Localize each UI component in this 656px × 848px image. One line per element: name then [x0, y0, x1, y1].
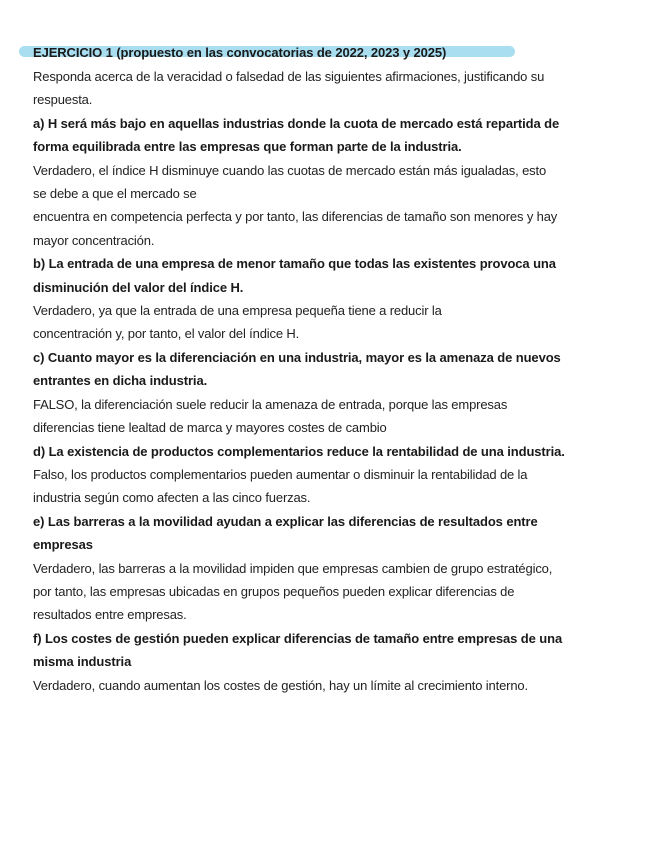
exercise-title-block [33, 42, 625, 63]
item-e [33, 510, 625, 627]
document-page [33, 42, 625, 697]
question-line: empresas [33, 537, 93, 553]
item-b [33, 252, 625, 346]
answer-line: Verdadero, las barreras a la movilidad impiden que empresas cambien de grupo estratégico, [33, 560, 553, 576]
item-d [33, 440, 625, 510]
answer-line: Verdadero, el índice H disminuye cuando las cuotas de mercado están más igualadas, esto [33, 162, 547, 178]
question-line: entrantes en dicha industria. [33, 373, 208, 389]
answer-line: Falso, los productos complementarios pueden aumentar o disminuir la rentabilidad de la [33, 466, 528, 482]
answer-line: resultados entre empresas. [33, 607, 187, 623]
item-a [33, 112, 625, 252]
answer-line: por tanto, las empresas ubicadas en grupos pequeños pueden explicar diferencias de [33, 583, 515, 599]
question-line: c) Cuanto mayor es la diferenciación en una industria, mayor es la amenaza de nuevos [33, 349, 561, 365]
question-line: e) Las barreras a la movilidad ayudan a explicar las diferencias de resultados entre [33, 513, 538, 529]
answer-line: diferencias tiene lealtad de marca y mayores costes de cambio [33, 420, 387, 436]
intro-line: respuesta. [33, 92, 93, 108]
question-line: misma industria [33, 654, 132, 670]
answer-line: Verdadero, cuando aumentan los costes de gestión, hay un límite al crecimiento interno. [33, 677, 528, 693]
answer-line: FALSO, la diferenciación suele reducir la amenaza de entrada, porque las empresas [33, 396, 508, 412]
question-line: disminución del valor del índice H. [33, 279, 244, 295]
intro-line: Responda acerca de la veracidad o falsedad de las siguientes afirmaciones, justificando su [33, 69, 545, 84]
exercise-title: EJERCICIO 1 (propuesto en las convocatorias de 2022, 2023 y 2025) [33, 45, 447, 60]
question-line: a) H será más bajo en aquellas industrias donde la cuota de mercado está repartida de [33, 115, 560, 131]
answer-line: mayor concentración. [33, 232, 155, 248]
intro-paragraph [33, 65, 625, 112]
item-c [33, 346, 625, 440]
answer-line: se debe a que el mercado se [33, 186, 197, 202]
answer-line: concentración y, por tanto, el valor del índice H. [33, 326, 300, 342]
answer-line: encuentra en competencia perfecta y por tanto, las diferencias de tamaño son menores y hay [33, 209, 558, 225]
question-line: b) La entrada de una empresa de menor tamaño que todas las existentes provoca una [33, 256, 556, 272]
item-f [33, 627, 625, 697]
answer-line: Verdadero, ya que la entrada de una empresa pequeña tiene a reducir la [33, 303, 442, 319]
question-line: forma equilibrada entre las empresas que forman parte de la industria. [33, 139, 462, 155]
question-line: f) Los costes de gestión pueden explicar diferencias de tamaño entre empresas de una [33, 630, 563, 646]
answer-line: industria según como afecten a las cinco fuerzas. [33, 490, 311, 506]
question-line: d) La existencia de productos complementarios reduce la rentabilidad de una industria. [33, 443, 565, 459]
